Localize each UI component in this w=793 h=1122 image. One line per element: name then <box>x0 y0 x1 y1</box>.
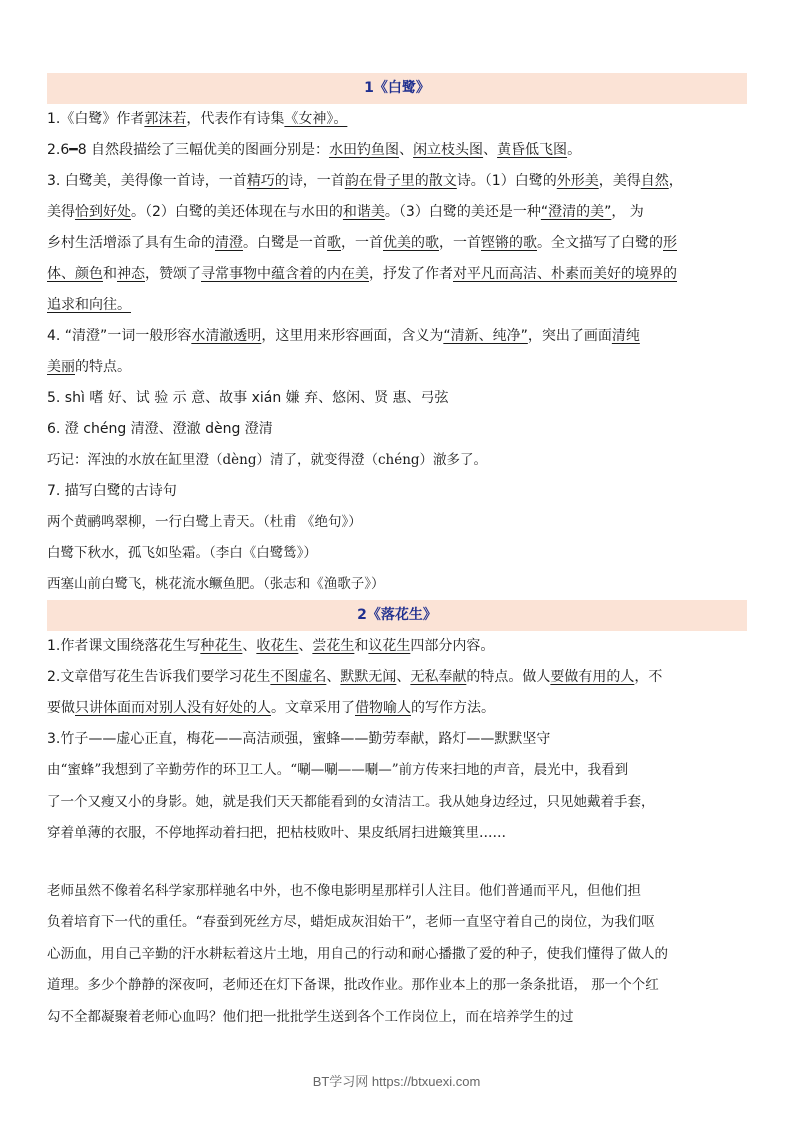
document-page <box>47 73 747 1033</box>
answer-underlined: 自然 <box>640 173 669 189</box>
answer-underlined: 恰到好处 <box>75 204 131 220</box>
answer-underlined: 郭沫若 <box>144 111 187 127</box>
answer-underlined: 《女神》。 <box>284 111 348 127</box>
answer-underlined: 寻常事物中蕴含着的内在美 <box>201 266 369 282</box>
text: 、 <box>242 638 257 654</box>
paragraph-line: 穿着单薄的衣服，不停地挥动着扫把，把枯枝败叶、果皮纸屑扫进簸箕里…… <box>47 825 506 841</box>
text: 、 <box>483 142 498 158</box>
s1-line-9 <box>47 352 747 383</box>
s1-line-11: 6. 澄 chéng 清澄、澄澈 dèng 澄清 <box>47 421 273 437</box>
text: 2.文章借写花生告诉我们要学习花生 <box>47 669 271 685</box>
footer-watermark: BT学习网 https://btxuexi.com <box>312 1074 481 1089</box>
answer-underlined: 韵在骨子里的散文 <box>344 173 457 189</box>
s2-line-2 <box>47 662 747 693</box>
s1-line-10: 5. shì 嗜 好、试 验 示 意、故事 xián 嫌 弃、悠闲、贤 惠、弓弦 <box>47 390 449 406</box>
text: 和 <box>103 266 117 282</box>
s1-line-2 <box>47 135 747 166</box>
text: 和 <box>354 638 369 654</box>
answer-underlined: 清纯 <box>611 328 640 344</box>
answer-underlined: “澄清的美” <box>540 204 612 220</box>
text: ，代表作有诗集 <box>186 111 285 127</box>
text: 诗，一首 <box>288 173 345 189</box>
s1-line-13: 7. 描写白鹭的古诗句 <box>47 483 177 499</box>
s1-line-1 <box>47 104 747 135</box>
text: 。白鹭是一首 <box>243 235 327 251</box>
section-1-heading: 1《白鹭》 <box>47 73 747 104</box>
text: ，这里用来形容画面，含义为 <box>261 328 444 344</box>
answer-underlined: 美丽 <box>47 359 75 375</box>
text: 、 <box>396 669 411 685</box>
answer-underlined: 外形美 <box>556 173 599 189</box>
s1-line-3 <box>47 166 747 197</box>
answer-underlined: 清澄 <box>215 235 243 251</box>
text: 3. 白鹭美，美得像一首诗，一首 <box>47 173 247 189</box>
answer-underlined: 歌 <box>327 235 341 251</box>
text: 的写作方法。 <box>411 700 495 716</box>
text: 美得 <box>47 204 75 220</box>
text: 。（2）白鹭的美还体现在与水田的 <box>131 204 343 220</box>
text: 四部分内容。 <box>410 638 495 654</box>
answer-underlined: 体、颜色 <box>47 266 103 282</box>
text: ，一首 <box>341 235 383 251</box>
answer-underlined: 借物喻人 <box>355 700 411 716</box>
text: ，赞颂了 <box>145 266 201 282</box>
answer-underlined: 要做有用的人 <box>550 669 635 685</box>
answer-underlined: 追求和向往。 <box>47 297 131 313</box>
s1-line-12: 巧记：浑浊的水放在缸里澄（dèng）清了，就变得澄（chéng）澈多了。 <box>47 452 488 468</box>
text: ，美得 <box>598 173 641 189</box>
text: ，抒发了作者 <box>369 266 453 282</box>
text: 要做 <box>47 700 75 716</box>
s2-line-3 <box>47 693 747 724</box>
answer-underlined: 不图虚名 <box>270 669 327 685</box>
answer-underlined: 闲立枝头图 <box>413 142 484 158</box>
text: 的特点。 <box>75 359 131 375</box>
text: 。全文描写了白鹭的 <box>537 235 663 251</box>
s1-line-16: 西塞山前白鹭飞，桃花流水鳜鱼肥。（张志和《渔歌子》） <box>47 576 385 592</box>
text: ，一首 <box>439 235 481 251</box>
essay-paragraph-2 <box>47 876 747 1034</box>
section-2-heading: 2《落花生》 <box>47 600 747 631</box>
answer-underlined: 对平凡而高洁、朴素而美好的境界的 <box>453 266 677 282</box>
text: 2.6━8 自然段描绘了三幅优美的图画分别是： <box>47 142 330 158</box>
text: 、 <box>326 669 341 685</box>
text: ，不 <box>634 669 663 685</box>
answer-underlined: 议花生 <box>368 638 411 654</box>
s1-line-6 <box>47 259 747 290</box>
text: 。文章采用了 <box>271 700 355 716</box>
paragraph-line: 心沥血，用自己辛勤的汗水耕耘着这片土地，用自己的行动和耐心播撒了爱的种子，使我们懂得了做人的 <box>47 945 668 962</box>
s1-line-7 <box>47 290 747 321</box>
text: ， <box>668 173 683 189</box>
text: 1.《白鹭》作者 <box>47 111 145 127</box>
text: 的特点。做人 <box>466 669 551 685</box>
answer-underlined: 优美的歌 <box>383 235 439 251</box>
answer-underlined: 黄昏低飞图 <box>497 142 568 158</box>
text: ，突出了画面 <box>527 328 612 344</box>
text: ， 为 <box>611 204 644 220</box>
paragraph-line: 勾不全都凝聚着老师心血吗？他们把一批批学生送到各个工作岗位上，而在培养学生的过 <box>47 1008 574 1025</box>
paragraph-line: 了一个又瘦又小的身影。她，就是我们天天都能看到的女清洁工。我从她身边经过，只见她戴着手套， <box>47 793 655 810</box>
s2-line-4: 3.竹子——虚心正直，梅花——高洁顽强，蜜蜂——勤劳奉献，路灯——默默坚守 <box>47 731 551 747</box>
answer-underlined: 形 <box>663 235 677 251</box>
paragraph-line: 负着培育下一代的重任。“春蚕到死丝方尽，蜡炬成灰泪始干”，老师一直坚守着自己的岗位，为我们呕 <box>47 914 655 930</box>
answer-underlined: 默默无闻 <box>340 669 397 685</box>
answer-underlined: 铿锵的歌 <box>481 235 537 251</box>
paragraph-line: 老师虽然不像着名科学家那样驰名中外，也不像电影明星那样引人注目。他们普通而平凡，但他们担 <box>47 882 641 899</box>
text: 4. “清澄”一词一般形容 <box>47 328 192 344</box>
answer-underlined: “清新、纯净” <box>443 328 528 344</box>
s1-line-14: 两个黄鹂鸣翠柳，一行白鹭上青天。（杜甫 《绝句》） <box>47 514 362 530</box>
paragraph-line: 道理。多少个静静的深夜呵，老师还在灯下备课，批改作业。那作业本上的那一条条批语， 那一个个红 <box>47 977 659 993</box>
text: 乡村生活增添了具有生命的 <box>47 235 215 251</box>
answer-underlined: 种花生 <box>200 638 243 654</box>
s1-line-4 <box>47 197 747 228</box>
text: 。 <box>567 142 582 158</box>
answer-underlined: 收花生 <box>256 638 299 654</box>
answer-underlined: 和谐美 <box>342 204 385 220</box>
s2-line-1 <box>47 631 747 662</box>
answer-underlined: 无私奉献 <box>410 669 467 685</box>
s1-line-5 <box>47 228 747 259</box>
text: 、 <box>399 142 414 158</box>
answer-underlined: 水清澈透明 <box>191 328 262 344</box>
text: 1.作者课文围绕落花生写 <box>47 638 201 654</box>
essay-paragraph-1 <box>47 755 747 850</box>
answer-underlined: 精巧的 <box>246 173 289 189</box>
s1-line-8 <box>47 321 747 352</box>
paragraph-line: 由“蜜蜂”我想到了辛勤劳作的环卫工人。“唰—唰——唰—”前方传来扫地的声音，晨光中，我看到 <box>47 762 629 778</box>
answer-underlined: 水田钓鱼图 <box>329 142 400 158</box>
answer-underlined: 神态 <box>117 266 145 282</box>
answer-underlined: 只讲体面而对别人没有好处的人 <box>75 700 271 716</box>
spacer <box>47 850 747 876</box>
text: 、 <box>298 638 313 654</box>
s1-line-15: 白鹭下秋水，孤飞如坠霜。（李白《白鹭鸶》） <box>47 545 317 561</box>
text: 诗。（1）白鹭的 <box>456 173 557 189</box>
text: 。（3）白鹭的美还是一种 <box>384 204 541 220</box>
answer-underlined: 尝花生 <box>312 638 355 654</box>
